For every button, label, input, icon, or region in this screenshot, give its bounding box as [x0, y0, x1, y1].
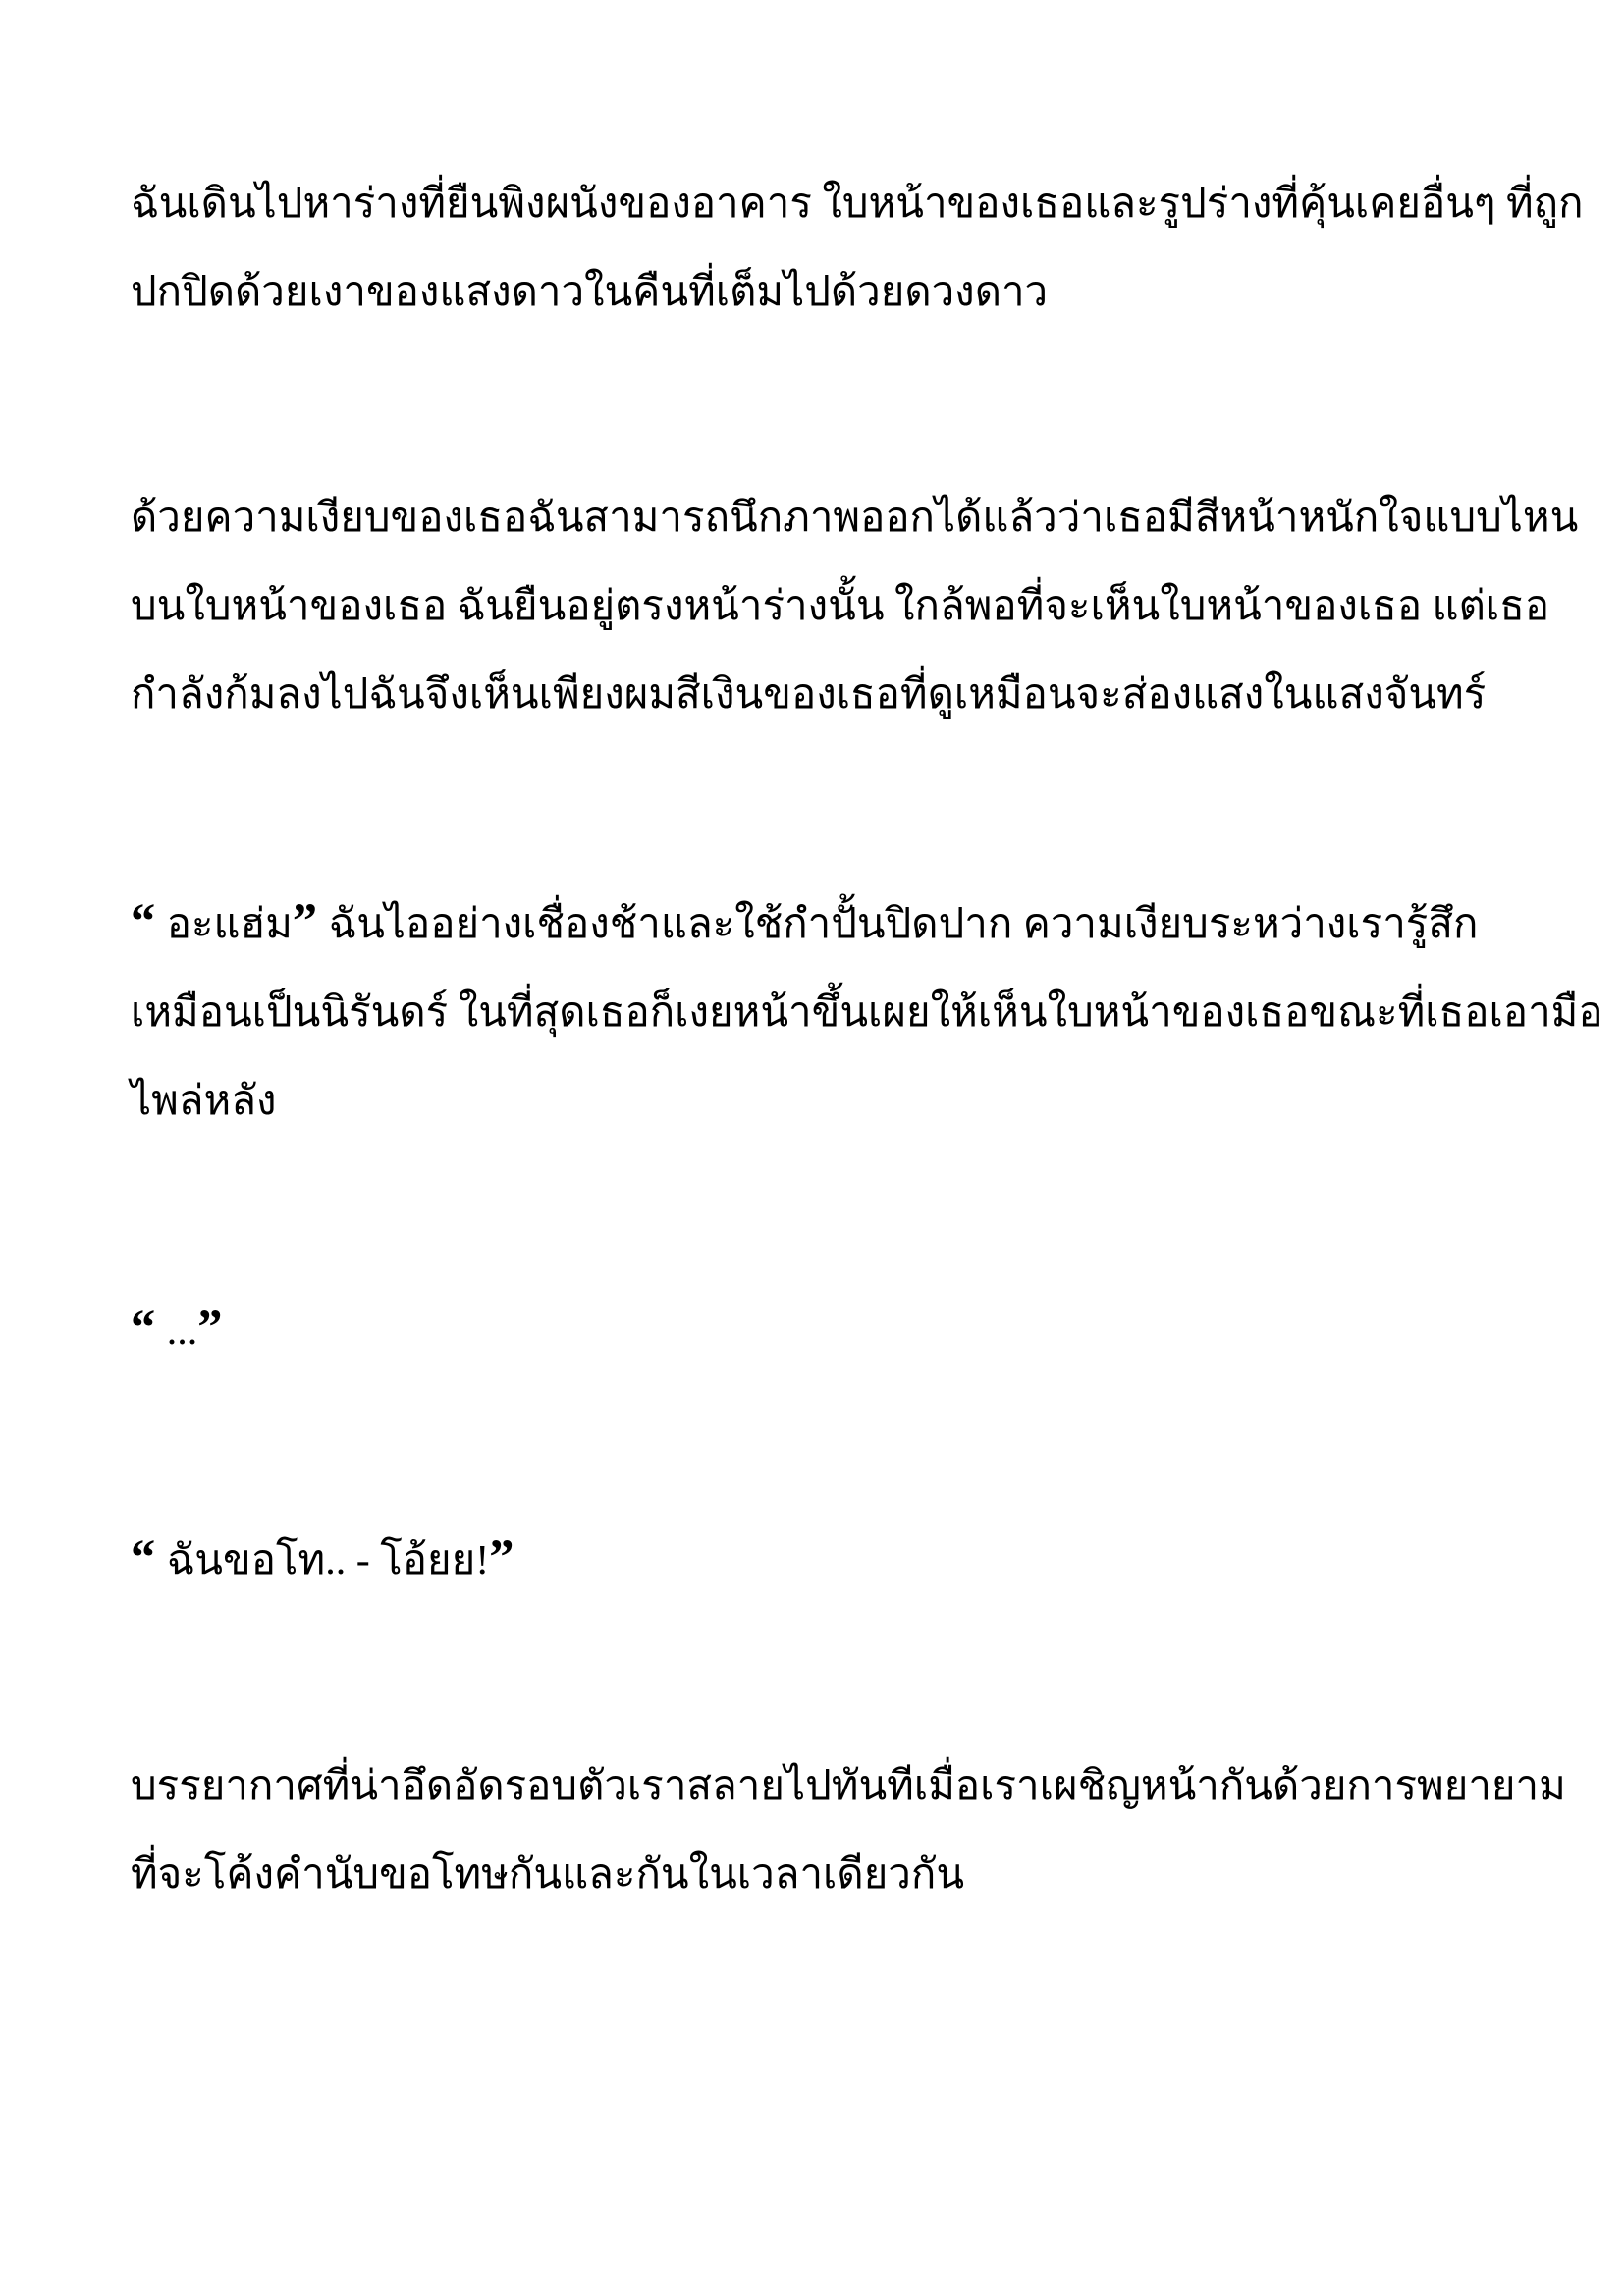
text-line: “ อะแฮ่ม” ฉันไออย่างเชื่องช้าและใช้กำปั้นปิดปาก ความเงียบระหว่างเรารู้สึก: [131, 893, 1479, 948]
paragraph: [131, 474, 1579, 739]
text-line: ด้วยความเงียบของเธอฉันสามารถนึกภาพออกได้แล้วว่าเธอมีสีหน้าหนักใจแบบไหน: [131, 496, 1579, 541]
paragraph: [131, 1742, 1566, 1919]
quote-mark: “: [131, 893, 157, 948]
text-line: บรรยากาศที่น่าอึดอัดรอบตัวเราสลายไปทันทีเมื่อเราเผชิญหน้ากันด้วยการพยายาม: [131, 1764, 1566, 1809]
paragraph: [131, 1513, 1505, 1605]
text-line: ปกปิดด้วยเงาของแสงดาวในคืนที่เต็มไปด้วยดวงดาว: [131, 270, 1049, 315]
text-line: “ ฉันขอโท.. - โอ้ยย!”: [131, 1529, 515, 1584]
text-line: เหมือนเป็นนิรันดร์ ในที่สุดเธอก็เงยหน้าขึ้นเผยให้เห็นใบหน้าของเธอขณะที่เธอเอามือ: [131, 990, 1603, 1036]
text-line: บนใบหน้าของเธอ ฉันยืนอยู่ตรงหน้าร่างนั้น ใกล้พอที่จะเห็นใบหน้าของเธอ แต่เธอ: [131, 584, 1550, 629]
text-line: “ ...”: [131, 1300, 224, 1355]
quote-mark: “: [131, 1300, 157, 1355]
paragraph: [131, 877, 1603, 1146]
text-line: ฉันเดินไปหาร่างที่ยืนพิงผนังของอาคาร ใบหน้าของเธอและรูปร่างที่คุ้นเคยอื่นๆ ที่ถูก: [131, 182, 1584, 227]
quote-mark: ”: [292, 893, 319, 948]
text-line: ที่จะโค้งคำนับขอโทษกันและกันในเวลาเดียวกัน: [131, 1852, 965, 1897]
document-body: [131, 160, 1603, 2056]
text-line: ไพล่หลัง: [131, 1079, 277, 1124]
quote-mark: “: [131, 1529, 157, 1584]
quote-mark: ”: [197, 1300, 224, 1355]
paragraph: [131, 160, 1584, 337]
text-line: กำลังก้มลงไปฉันจึงเห็นเพียงผมสีเงินของเธอที่ดูเหมือนจะส่องแสงในแสงจันทร์: [131, 672, 1487, 718]
paragraph: [131, 1283, 1505, 1375]
quote-mark: ”: [489, 1529, 515, 1584]
